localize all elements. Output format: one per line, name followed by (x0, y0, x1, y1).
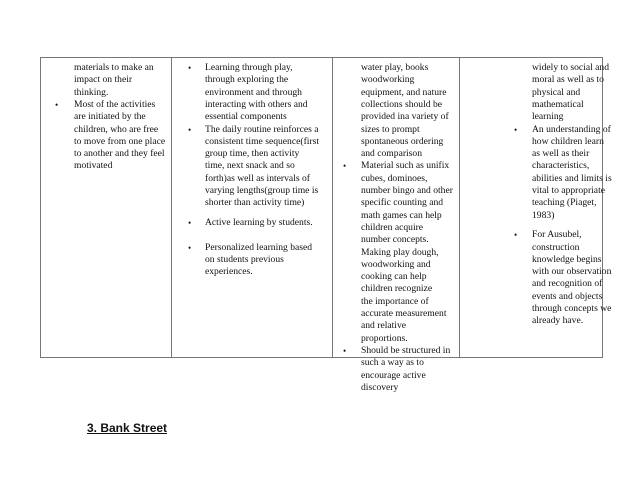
cell-text-line: events and objects (532, 290, 603, 302)
cell-text-line: abilities and limits is (532, 172, 612, 184)
cell-text-line: encourage active (361, 369, 426, 381)
cell-text-line: children acquire (361, 221, 424, 233)
cell-text-line: on students previous (205, 253, 284, 265)
cell-text-line: essential components (205, 111, 287, 123)
cell-text-line: woodworking and (361, 258, 431, 270)
cell-text-line: number concepts. (361, 234, 429, 246)
cell-text-line: collections should be (361, 98, 442, 110)
cell-text-line: to move from one place (74, 135, 166, 147)
cell-text-line: specific counting and (361, 197, 444, 209)
cell-text-line: Learning through play, (205, 62, 293, 73)
bullet-icon: • (343, 345, 347, 356)
cell-text-line: An understanding of (532, 123, 611, 135)
cell-text-line: provided ina variety of (361, 111, 449, 123)
cell-text-line: moral as well as to (532, 74, 604, 86)
cell-text-line: construction (532, 241, 580, 253)
cell-text-line: mathematical (532, 98, 584, 110)
cell-text-line: characteristics, (532, 160, 590, 172)
bullet-icon: • (188, 63, 192, 73)
cell-text-line: the importance of (361, 295, 429, 307)
cell-text-line: cubes, dominoes, (361, 172, 428, 184)
cell-text-line: vital to appropriate (532, 185, 605, 196)
cell-text-line: The daily routine reinforces a (205, 123, 319, 135)
cell-text-line: shorter than activity time) (205, 197, 305, 209)
cell-text-line: through exploring the (205, 74, 289, 86)
cell-text-line: forth)as well as intervals of (205, 172, 310, 184)
cell-text-line: are initiated by the (74, 111, 146, 123)
cell-text-line: 1983) (532, 209, 555, 221)
cell-text-line: Material such as unifix (361, 160, 450, 172)
cell-text-line: experiences. (205, 266, 253, 278)
cell-text-line: knowledge begins (532, 253, 602, 265)
cell-text-line: children recognize (361, 283, 433, 295)
cell-text-line: Active learning by students. (205, 216, 313, 228)
cell-text-line: with our observation (532, 266, 612, 278)
cell-text-line: through concepts we (532, 303, 612, 315)
cell-text-line: interacting with others and (205, 98, 308, 110)
table-column-2 (172, 58, 333, 357)
bullet-icon: • (514, 124, 518, 135)
table-column-1 (41, 58, 172, 357)
cell-text-line: proportions. (361, 332, 408, 344)
cell-text-line: sizes to prompt (361, 123, 420, 135)
cell-text-line: water play, books (361, 62, 429, 73)
cell-text-line: Personalized learning based (205, 241, 313, 253)
bullet-icon: • (514, 230, 518, 241)
cell-text-line: Most of the activities (74, 98, 156, 110)
cell-text-line: and comparison (361, 148, 423, 160)
cell-text-line: impact on their (74, 74, 133, 86)
cell-text-line: children, who are free (74, 123, 159, 135)
table-column-4 (460, 58, 612, 357)
bullet-icon: • (343, 161, 347, 172)
cell-text-line: math games can help (361, 209, 442, 221)
table-column-3 (333, 58, 460, 393)
cell-text-line: number bingo and other (361, 185, 453, 196)
bullet-icon: • (188, 124, 192, 135)
cell-text-line: woodworking (361, 74, 415, 86)
cell-text-line: accurate measurement (361, 308, 447, 319)
cell-text-line: equipment, and nature (361, 86, 447, 98)
cell-text-line: consistent time sequence(first (205, 135, 320, 147)
cell-text-line: Should be structured in (361, 344, 451, 356)
cell-text-line: as well as their (532, 148, 590, 160)
content-table (40, 57, 612, 393)
cell-text-line: time, next snack and so (205, 160, 295, 172)
cell-text-line: spontaneous ordering (361, 135, 444, 147)
cell-text-line: to another and they feel (74, 148, 165, 160)
cell-text-line: and recognition of (532, 278, 603, 290)
cell-text-line: materials to make an (74, 62, 154, 73)
bullet-icon: • (188, 217, 192, 228)
cell-text-line: For Ausubel, (532, 229, 582, 241)
cell-text-line: learning (532, 111, 564, 123)
cell-text-line: physical and (532, 86, 581, 98)
cell-text-line: widely to social and (532, 62, 609, 73)
cell-text-line: Making play dough, (361, 246, 439, 258)
cell-text-line: already have. (532, 315, 584, 327)
cell-text-line: and relative (361, 320, 407, 332)
cell-text-line: environment and through (205, 86, 302, 98)
cell-text-line: motivated (74, 160, 113, 172)
section-heading: 3. Bank Street (87, 421, 168, 435)
cell-text-line: group time, then activity (205, 148, 300, 160)
cell-text-line: such a way as to (361, 357, 424, 369)
cell-text-line: discovery (361, 381, 399, 393)
cell-text-line: thinking. (74, 86, 109, 98)
cell-text-line: varying lengths(group time is (205, 185, 319, 196)
cell-text-line: teaching (Piaget, (532, 197, 597, 209)
cell-text-line: how children learn (532, 135, 604, 147)
bullet-icon: • (188, 242, 192, 253)
cell-text-line: cooking can help (361, 271, 427, 283)
bullet-icon: • (55, 99, 59, 110)
